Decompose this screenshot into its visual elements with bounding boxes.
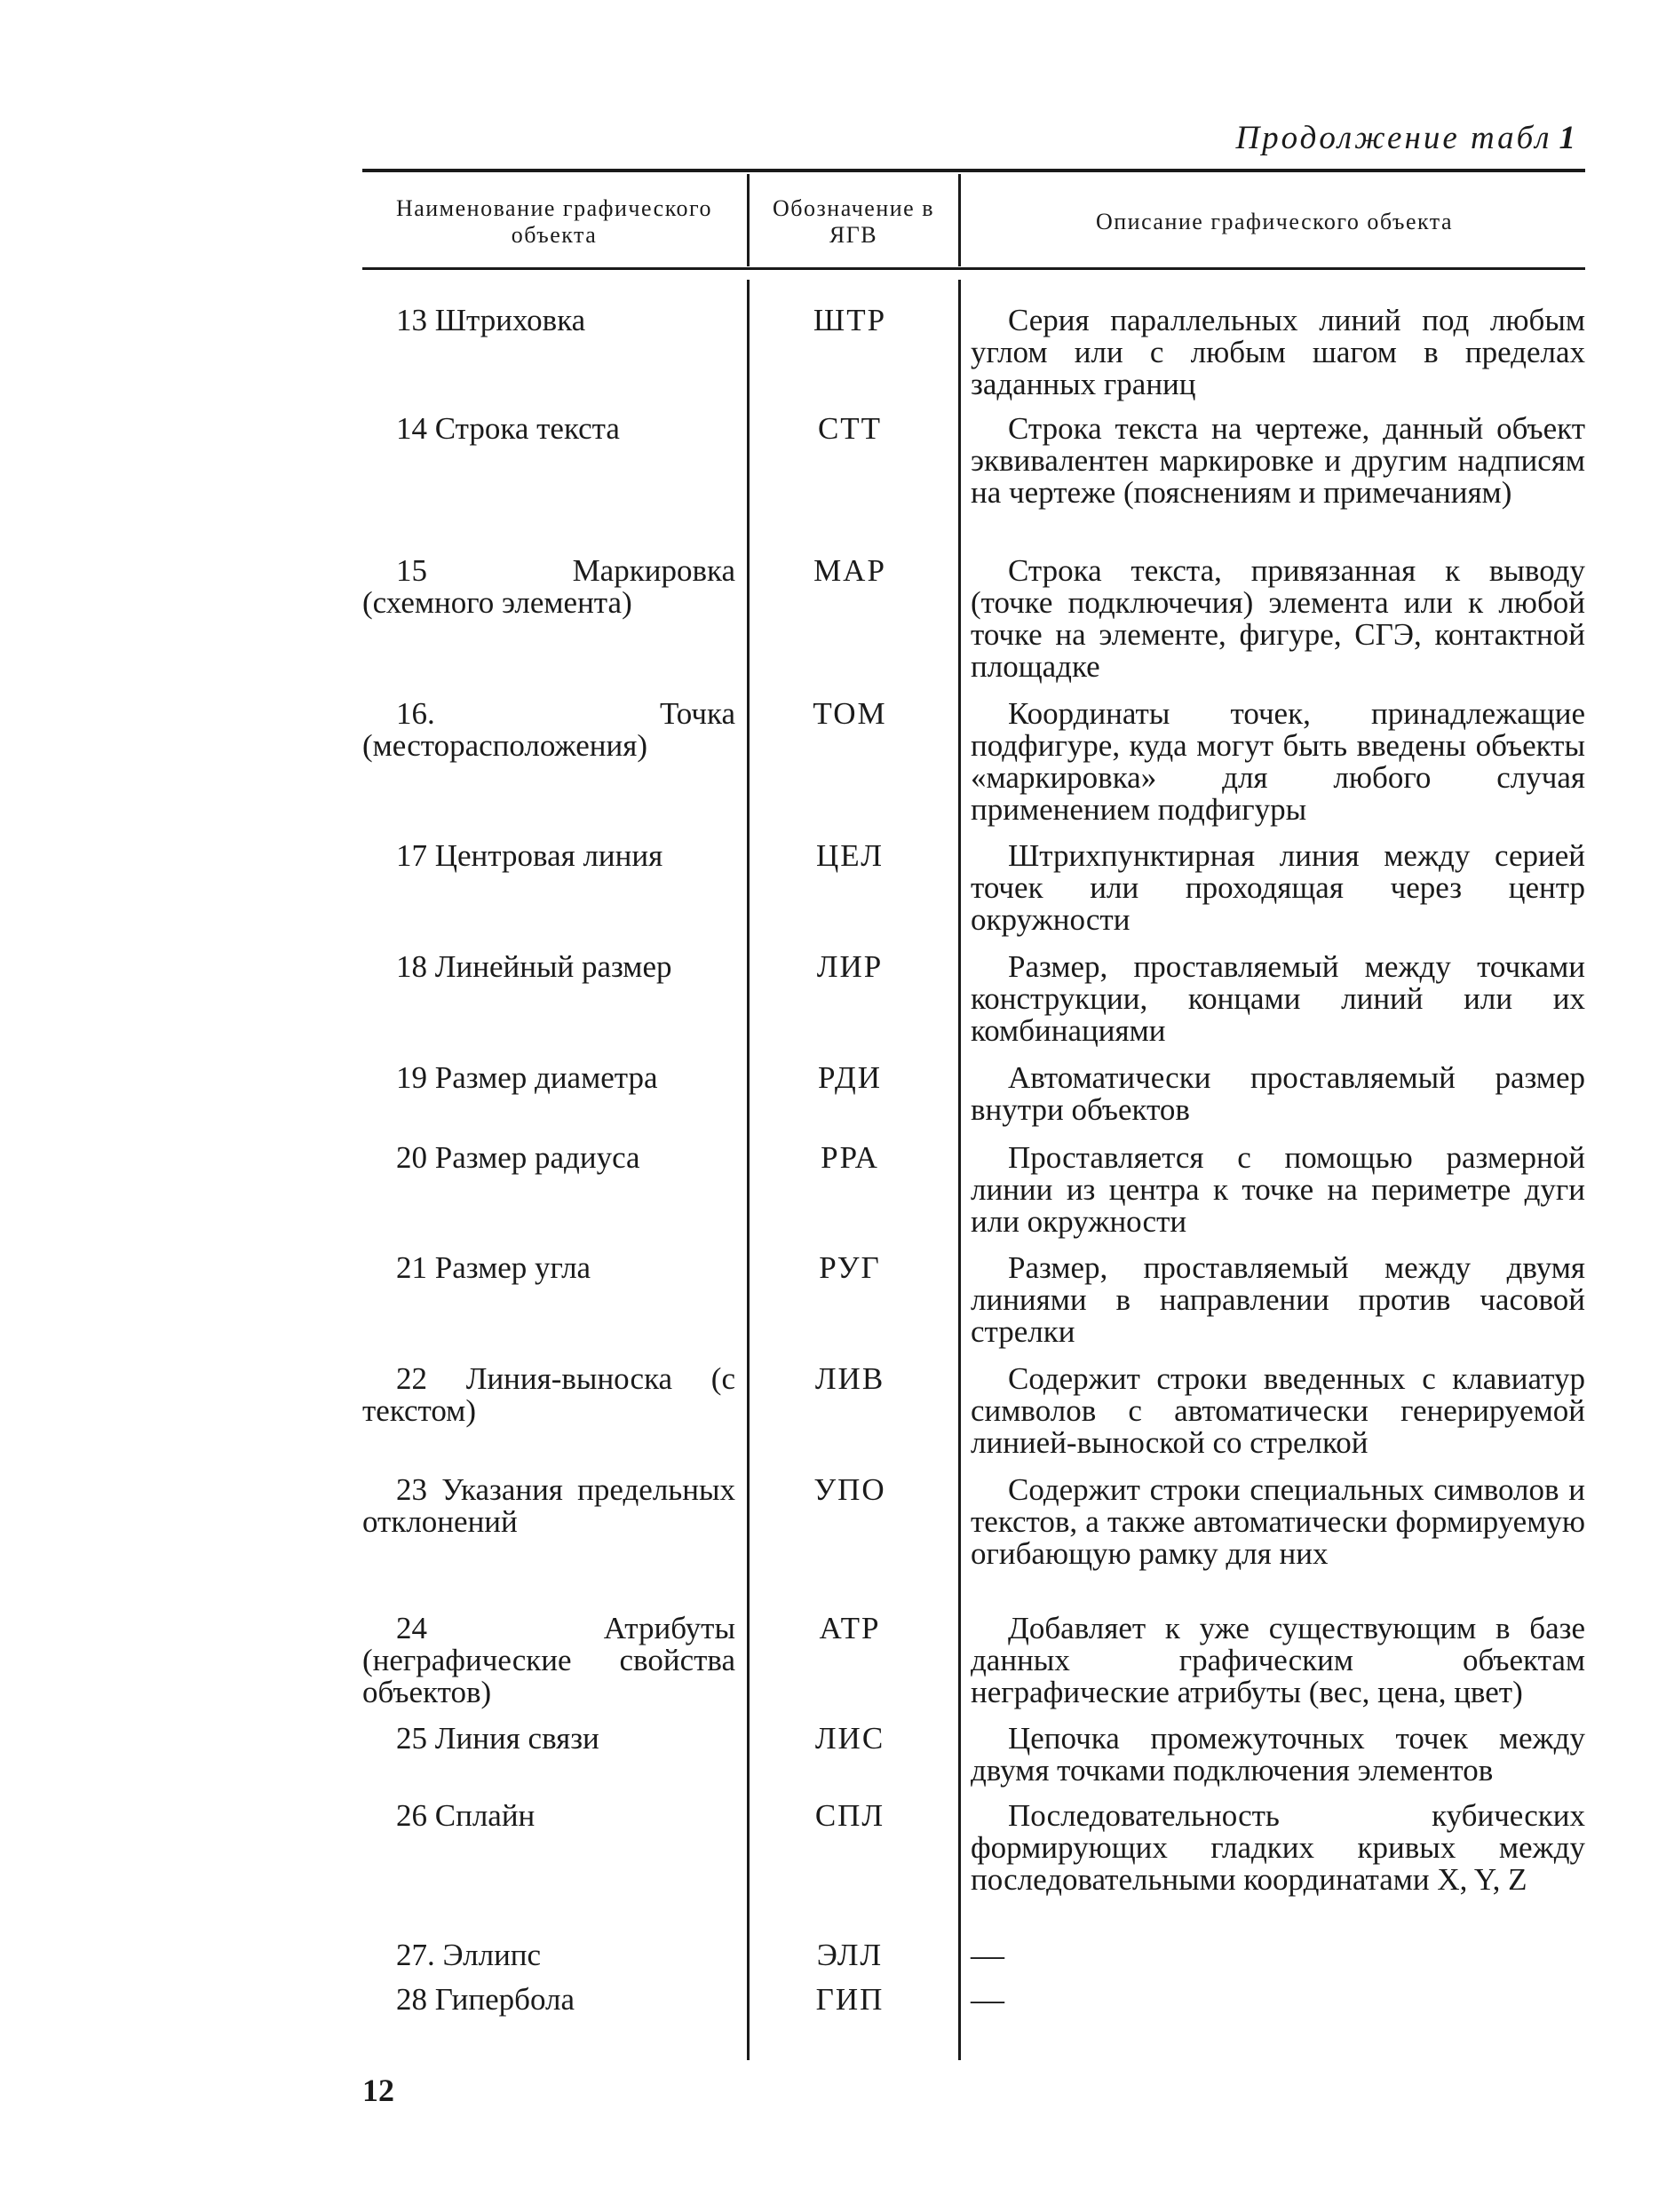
row-code: РДИ bbox=[818, 1060, 882, 1095]
row-description: Содержит строки введенных с клавиатур символов с автоматически генерируемой линией-выноской со стрелкой bbox=[971, 1361, 1585, 1460]
row-description: Размер, проставляемый между точками конструкции, концами линий или их комбинациями bbox=[971, 949, 1585, 1048]
row-code: ЦЕЛ bbox=[816, 838, 884, 873]
row-name: 23 Указания предельных отклонений bbox=[362, 1472, 735, 1539]
row-description: Координаты точек, принадлежащие подфигуре, куда могут быть введены объекты «маркировка» для любого случая применением подфигуры bbox=[971, 696, 1585, 827]
row-description: Проставляется с помощью размерной линии из центра к точке на периметре дуги или окружности bbox=[971, 1140, 1585, 1239]
row-description: Строка текста, привязанная к выводу (точке подключечия) элемента или к любой точке на элементе, фигуре, СГЭ, контактной площадке bbox=[971, 553, 1585, 684]
row-description: Автоматически проставляемый размер внутри объектов bbox=[971, 1060, 1585, 1127]
row-description: Последовательность кубических формирующих гладких кривых между последовательными координатами X, Y, Z bbox=[971, 1798, 1585, 1897]
page-number: 12 bbox=[362, 2073, 394, 2108]
row-description: Серия параллельных линий под любым углом или с любым шагом в пределах заданных границ bbox=[971, 303, 1585, 401]
header-name: Наименование графического объекта bbox=[395, 195, 713, 248]
row-name: 22 Линия-выноска (с текстом) bbox=[362, 1361, 735, 1428]
row-code: СПЛ bbox=[814, 1798, 885, 1833]
continuation-label: Продолжение табл bbox=[1235, 120, 1552, 156]
row-code: ЛИС bbox=[814, 1721, 885, 1756]
header-code: Обозначение в ЯГВ bbox=[773, 195, 934, 248]
table-number: 1 bbox=[1559, 120, 1578, 156]
table-caption bbox=[1235, 119, 1578, 157]
row-name: 14 Строка текста bbox=[396, 411, 620, 446]
row-description: Содержит строки специальных символов и текстов, а также автоматически формируемую огибающую рамку для них bbox=[971, 1472, 1585, 1571]
row-description: Строка текста на чертеже, данный объект эквивалентен маркировке и другим надписям на чертеже (пояснениям и примечаниям) bbox=[971, 411, 1585, 510]
row-name: 13 Штриховка bbox=[396, 303, 586, 337]
row-code: ЛИР bbox=[816, 949, 884, 984]
row-name: 28 Гипербола bbox=[396, 1982, 575, 2017]
row-description: — bbox=[971, 1981, 1004, 2018]
row-code: МАР bbox=[813, 553, 886, 588]
row-description: — bbox=[971, 1937, 1004, 1974]
row-code: ТОМ bbox=[813, 696, 887, 731]
row-code: ШТР bbox=[813, 303, 887, 337]
row-code: ГИП bbox=[815, 1982, 885, 2017]
row-name: 17 Центровая линия bbox=[396, 838, 663, 873]
row-description: Штрихпунктирная линия между серией точек или проходящая через центр окружности bbox=[971, 838, 1585, 937]
header-bottom-rule bbox=[362, 267, 1585, 270]
row-name: 16. Точка (месторасположения) bbox=[362, 696, 735, 763]
column-divider-1-body bbox=[747, 280, 750, 2060]
row-name: 20 Размер радиуса bbox=[396, 1140, 640, 1175]
row-code: РУГ bbox=[819, 1250, 881, 1285]
row-code: АТР bbox=[819, 1611, 881, 1645]
row-name: 15 Маркировка (схемного элемента) bbox=[362, 553, 735, 620]
row-name: 27. Эллипс bbox=[396, 1938, 542, 1972]
row-code: ЭЛЛ bbox=[816, 1938, 884, 1972]
header-description: Описание графического объекта bbox=[1095, 209, 1454, 234]
row-name: 25 Линия связи bbox=[396, 1721, 599, 1756]
row-name: 21 Размер угла bbox=[396, 1250, 591, 1285]
row-name: 18 Линейный размер bbox=[396, 949, 672, 984]
row-description: Размер, проставляемый между двумя линиями в направлении против часовой стрелки bbox=[971, 1250, 1585, 1349]
row-name: 19 Размер диаметра bbox=[396, 1060, 658, 1095]
row-code: РРА bbox=[821, 1140, 879, 1175]
row-description: Добавляет к уже существующим в базе данных графическим объектам неграфические атрибуты (вес, цена, цвет) bbox=[971, 1611, 1585, 1709]
row-description: Цепочка промежуточных точек между двумя точками подключения элементов bbox=[971, 1721, 1585, 1788]
row-name: 26 Сплайн bbox=[396, 1798, 536, 1833]
row-code: СТТ bbox=[817, 411, 883, 446]
row-code: ЛИВ bbox=[814, 1361, 885, 1396]
row-code: УПО bbox=[813, 1472, 886, 1507]
column-divider-2 bbox=[958, 174, 961, 266]
column-divider-2-body bbox=[958, 280, 961, 2060]
row-name: 24 Атрибуты (неграфические свойства объектов) bbox=[362, 1611, 735, 1709]
column-divider-1 bbox=[747, 174, 750, 266]
table-top-rule bbox=[362, 169, 1585, 172]
